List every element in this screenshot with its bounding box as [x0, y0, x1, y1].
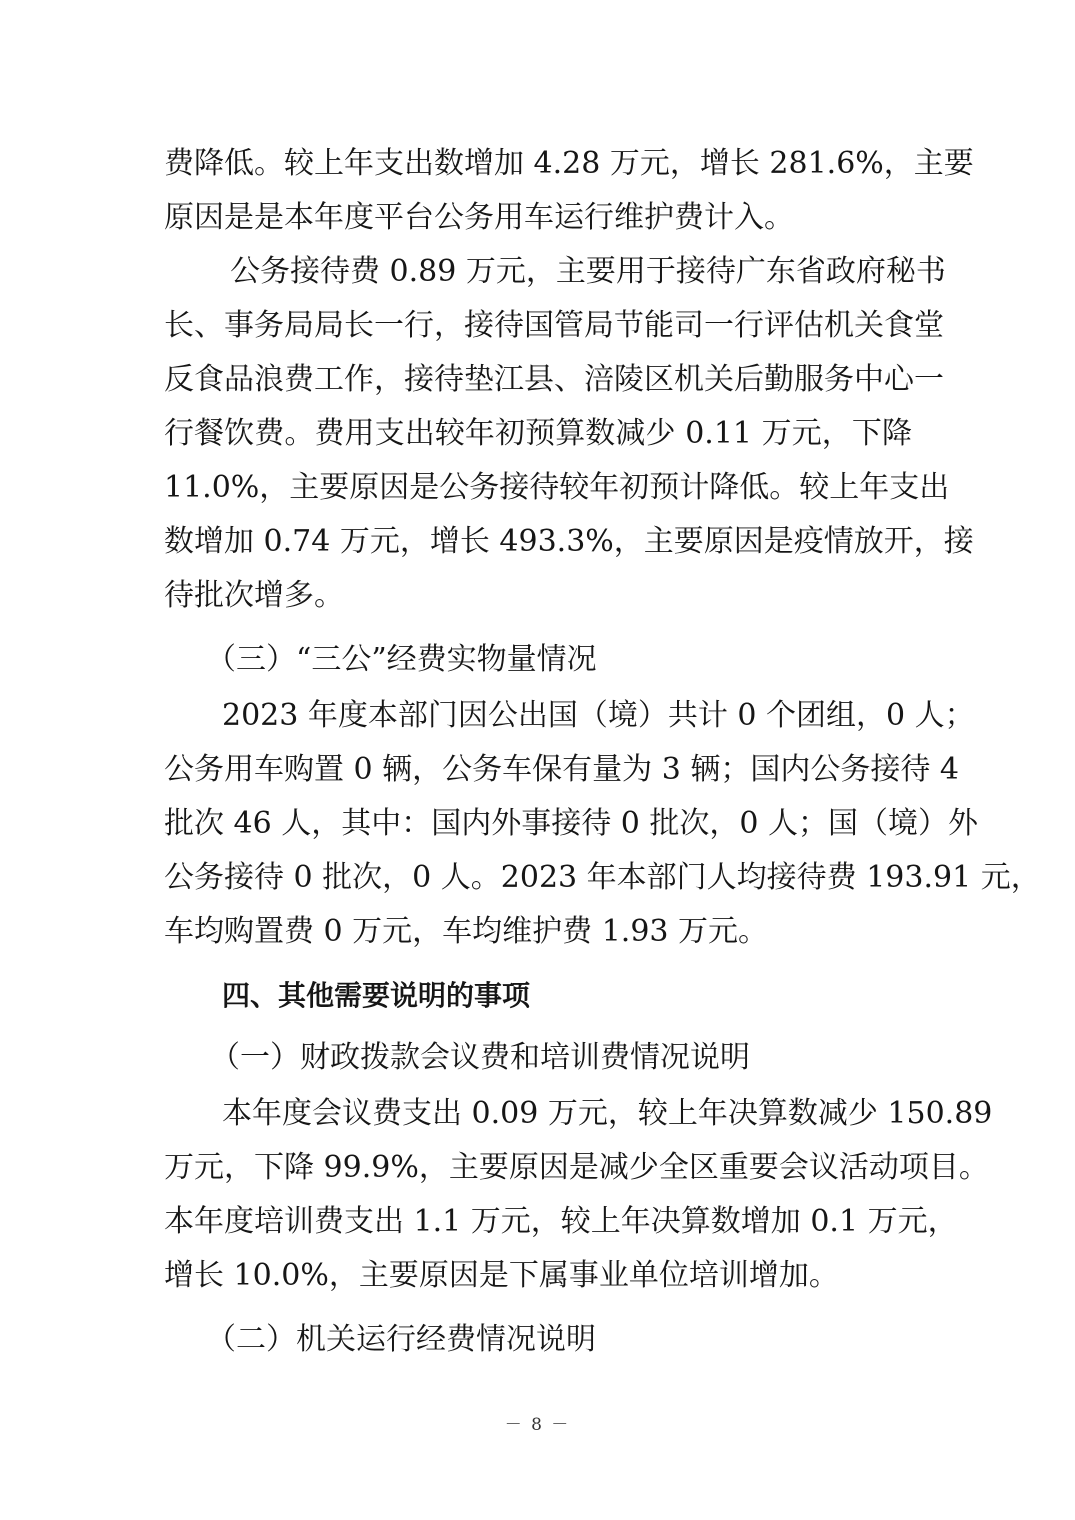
paragraph-2-line-7: 待批次增多。: [164, 578, 344, 613]
paragraph-3-line-2: 公务用车购置 0 辆，公务车保有量为 3 辆；国内公务接待 4: [164, 752, 959, 787]
section-heading-3: （三）“三公”经费实物量情况: [206, 642, 597, 677]
paragraph-4-line-4: 增长 10.0%，主要原因是下属事业单位培训增加。: [164, 1258, 839, 1293]
paragraph-1-line-1: 费降低。较上年支出数增加 4.28 万元，增长 281.6%，主要: [164, 146, 974, 181]
section-heading-4: 四、其他需要说明的事项: [222, 979, 531, 1012]
paragraph-3-line-3: 批次 46 人，其中：国内外事接待 0 批次，0 人；国（境）外: [164, 806, 979, 841]
paragraph-2-line-2: 长、事务局局长一行，接待国管局节能司一行评估机关食堂: [164, 308, 944, 343]
paragraph-1-line-2: 原因是是本年度平台公务用车运行维护费计入。: [164, 200, 794, 235]
paragraph-2-line-4: 行餐饮费。费用支出较年初预算数减少 0.11 万元，下降: [164, 416, 912, 451]
paragraph-4-line-3: 本年度培训费支出 1.1 万元，较上年决算数增加 0.1 万元，: [164, 1204, 958, 1239]
paragraph-4-line-2: 万元，下降 99.9%，主要原因是减少全区重要会议活动项目。: [164, 1150, 989, 1185]
paragraph-2-line-6: 数增加 0.74 万元，增长 493.3%，主要原因是疫情放开，接: [164, 524, 974, 559]
page-number: － 8 －: [504, 1415, 571, 1435]
paragraph-3-line-4: 公务接待 0 批次，0 人。2023 年本部门人均接待费 193.91 元，: [164, 860, 1041, 895]
paragraph-2-line-3: 反食品浪费工作，接待垫江县、涪陵区机关后勤服务中心一: [164, 362, 944, 397]
paragraph-3-line-1: 2023 年度本部门因公出国（境）共计 0 个团组，0 人；: [222, 698, 975, 733]
paragraph-4-line-1: 本年度会议费支出 0.09 万元，较上年决算数减少 150.89: [222, 1096, 993, 1131]
subsection-heading-2: （二）机关运行经费情况说明: [206, 1322, 596, 1357]
paragraph-2-line-5: 11.0%，主要原因是公务接待较年初预计降低。较上年支出: [164, 470, 950, 505]
subsection-heading-1: （一）财政拨款会议费和培训费情况说明: [210, 1040, 750, 1075]
paragraph-2-line-1: 公务接待费 0.89 万元，主要用于接待广东省政府秘书: [230, 254, 946, 289]
paragraph-3-line-5: 车均购置费 0 万元，车均维护费 1.93 万元。: [164, 914, 769, 949]
